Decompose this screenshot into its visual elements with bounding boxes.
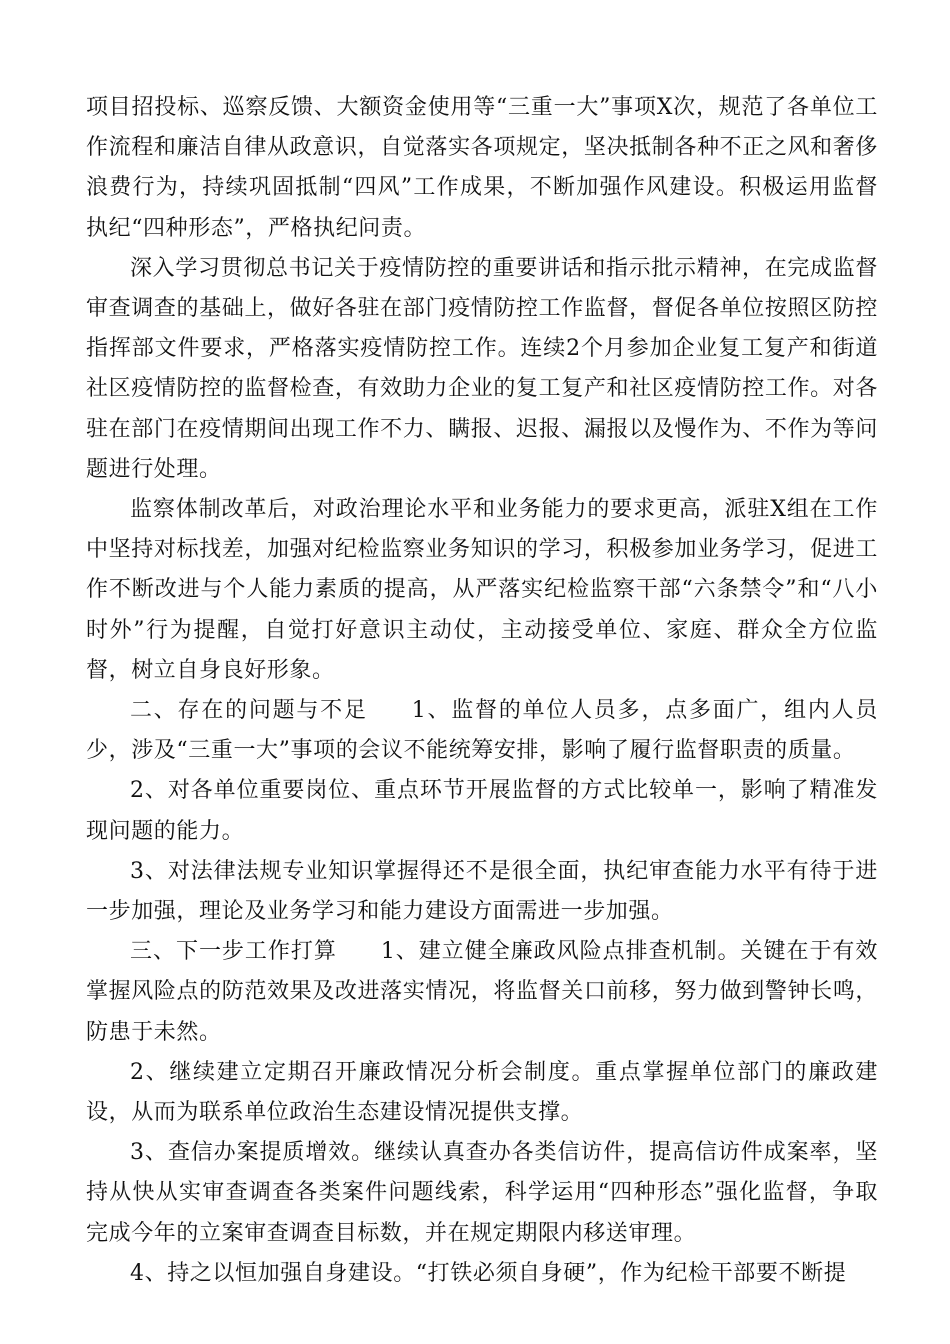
problem-item-3: 3、对法律法规专业知识掌握得还不是很全面，执纪审查能力水平有待于进一步加强，理论及业务学习和能力建设方面需进一步加强。 <box>86 858 878 925</box>
plan-item-2: 2、继续建立定期召开廉政情况分析会制度。重点掌握单位部门的廉政建设，从而为联系单位政治生态建设情况提供支撑。 <box>86 1059 878 1126</box>
problem-item-1: 1、监督的单位人员多，点多面广，组内人员少，涉及“三重一大”事项的会议不能统筹安排，影响了履行监督职责的质量。 <box>86 698 878 764</box>
plan-item-1: 1、建立健全廉政风险点排查机制。关键在于有效掌握风险点的防范效果及改进落实情况，将监督关口前移，努力做到警钟长鸣，防患于未然。 <box>86 939 879 1045</box>
plan-item-3: 3、查信办案提质增效。继续认真查办各类信访件，提高信访件成案率，坚持从快从实审查调查各类案件问题线索，科学运用“四种形态”强化监督，争取完成今年的立案审查调查目标数，并在规定期限内移送审理。 <box>86 1140 878 1246</box>
problem-item-2: 2、对各单位重要岗位、重点环节开展监督的方式比较单一，影响了精准发现问题的能力。 <box>86 778 878 844</box>
section-next-steps-heading: 三、下一步工作打算 <box>130 939 337 965</box>
section-problems <box>86 691 878 771</box>
paragraph-supervision-summary: 项目招投标、巡察反馈、大额资金使用等“三重一大”事项X次，规范了各单位工作流程和廉洁自律从政意识，自觉落实各项规定，坚决抵制各种不正之风和奢侈浪费行为，持续巩固抵制“四风”工作成果，不断加强作风建设。积极运用监督执纪“四种形态”，严格执纪问责。 <box>86 95 878 241</box>
plan-item-4: 4、持之以恒加强自身建设。“打铁必须自身硬”，作为纪检干部要不断提 <box>130 1260 847 1286</box>
paragraph-self-improvement: 监察体制改革后，对政治理论水平和业务能力的要求更高，派驻X组在工作中坚持对标找差，加强对纪检监察业务知识的学习，积极参加业务学习，促进工作不断改进与个人能力素质的提高，从严落实纪检监察干部“六条禁令”和“八小时外”行为提醒，自觉打好意识主动仗，主动接受单位、家庭、群众全方位监督，树立自身良好形象。 <box>86 497 878 683</box>
document-body <box>86 88 878 1294</box>
section-problems-heading: 二、存在的问题与不足 <box>130 698 368 724</box>
paragraph-epidemic-supervision: 深入学习贯彻总书记关于疫情防控的重要讲话和指示批示精神，在完成监督审查调查的基础上，做好各驻在部门疫情防控工作监督，督促各单位按照区防控指挥部文件要求，严格落实疫情防控工作。连续2个月参加企业复工复产和街道社区疫情防控的监督检查，有效助力企业的复工复产和社区疫情防控工作。对各驻在部门在疫情期间出现工作不力、瞒报、迟报、漏报以及慢作为、不作为等问题进行处理。 <box>86 255 878 482</box>
section-next-steps <box>86 932 878 1053</box>
